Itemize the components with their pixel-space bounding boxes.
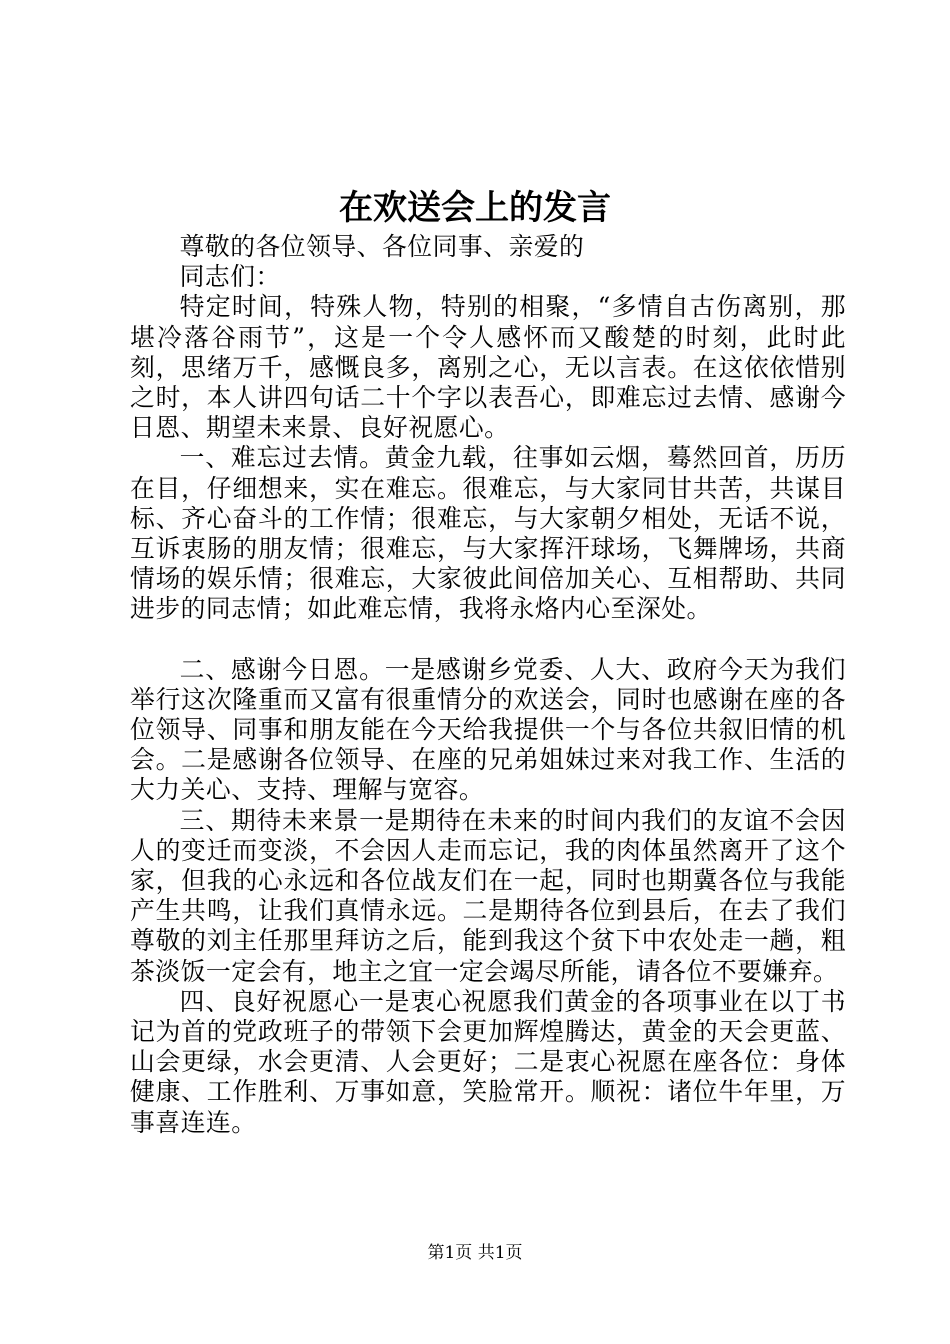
paragraph-section-4: 四、良好祝愿心一是衷心祝愿我们黄金的各项事业在以丁书记为首的党政班子的带领下会更加辉煌腾达，黄金的天会更蓝、山会更绿，水会更清、人会更好；二是衷心祝愿在座各位：身体健康、工作胜利、万事如意，笑脸常开。顺祝：诸位牛年里，万事喜连连。 [130,986,846,1137]
salutation-line-1: 尊敬的各位领导、各位同事、亲爱的 [179,232,585,261]
paragraph-section-2: 二、感谢今日恩。一是感谢乡党委、人大、政府今天为我们举行这次隆重而又富有很重情分的欢送会，同时也感谢在座的各位领导、同事和朋友能在今天给我提供一个与各位共叙旧情的机会。二是感谢各位领导、在座的兄弟姐妹过来对我工作、生活的大力关心、支持、理解与宽容。 [130,654,846,805]
paragraph-intro: 特定时间，特殊人物，特别的相聚，“多情自古伤离别，那堪冷落谷雨节”，这是一个令人感怀而又酸楚的时刻，此时此刻，思绪万千，感慨良多，离别之心，无以言表。在这依依惜别之时，本人讲四句话二十个字以表吾心，即难忘过去情、感谢今日恩、期望未来景、良好祝愿心。 [130,292,846,443]
page-number-footer: 第1页 共1页 [427,1243,523,1263]
paragraph-section-3: 三、期待未来景一是期待在未来的时间内我们的友谊不会因人的变迁而变淡，不会因人走而忘记，我的肉体虽然离开了这个家，但我的心永远和各位战友们在一起，同时也期冀各位与我能产生共鸣，让我们真情永远。二是期待各位到县后，在去了我们尊敬的刘主任那里拜访之后，能到我这个贫下中农处走一趟，粗茶淡饭一定会有，地主之宜一定会竭尽所能，请各位不要嫌弃。 [130,805,846,986]
document-title: 在欢送会上的发言 [339,188,611,228]
document-body [130,232,846,1138]
paragraph-section-1: 一、难忘过去情。黄金九载，往事如云烟，蓦然回首，历历在目，仔细想来，实在难忘。很难忘，与大家同甘共苦，共谋目标、齐心奋斗的工作情；很难忘，与大家朝夕相处，无话不说，互诉衷肠的朋友情；很难忘，与大家挥汗球场，飞舞牌场，共商情场的娱乐情；很难忘，大家彼此间倍加关心、互相帮助、共同进步的同志情；如此难忘情，我将永烙内心至深处。 [130,443,846,624]
salutation-line-2: 同志们： [179,262,281,292]
